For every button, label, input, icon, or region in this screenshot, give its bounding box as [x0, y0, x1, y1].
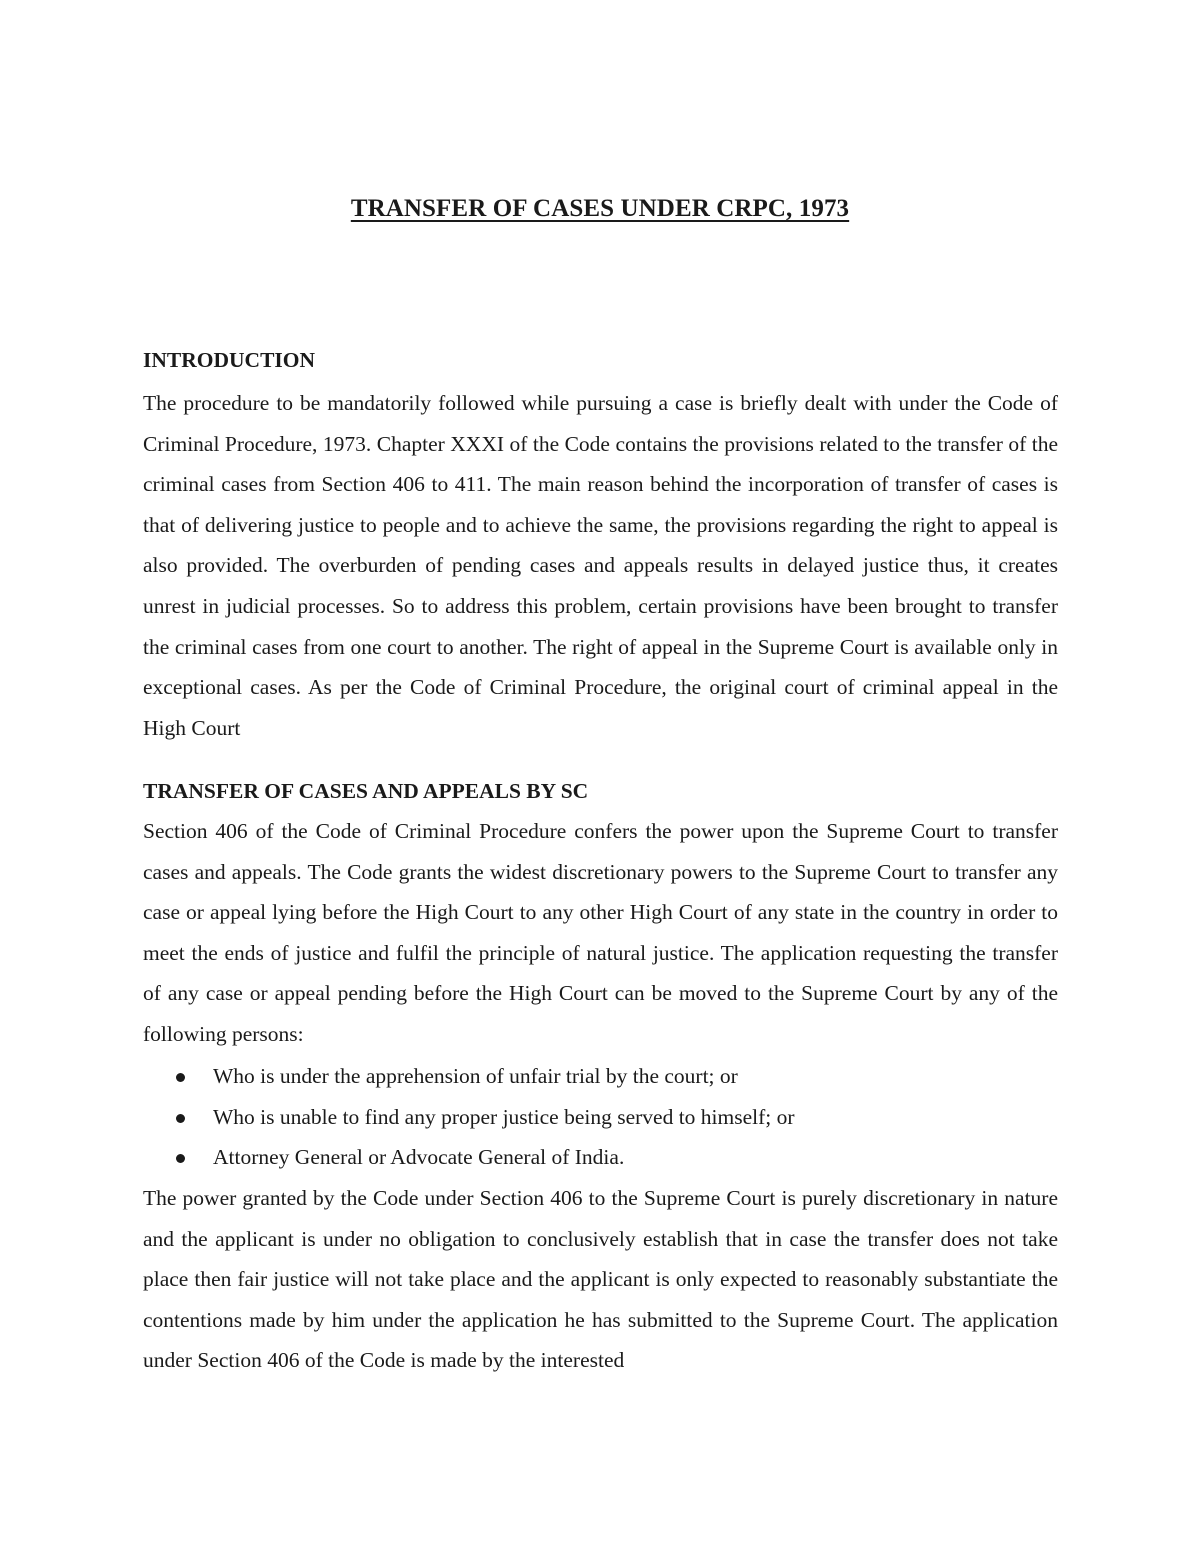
persons-list [143, 1056, 1058, 1178]
list-item [143, 1137, 1058, 1178]
section-heading-introduction: INTRODUCTION [143, 348, 316, 372]
list-item-text: Attorney General or Advocate General of India. [213, 1145, 625, 1170]
section-heading-transfer-by-sc: TRANSFER OF CASES AND APPEALS BY SC [143, 779, 589, 803]
list-item [143, 1097, 1058, 1138]
transfer-by-sc-paragraph: Section 406 of the Code of Criminal Procedure confers the power upon the Supreme Court to transfer cases and appeals. The Code grants the widest discretionary powers to the Supreme Court to transfer any case or appeal lying before the High Court to any other High Court of any state in the country in order to meet the ends of justice and fulfil the principle of natural justice. The application requesting the transfer of any case or appeal pending before the High Court can be moved to the Supreme Court by any of the following persons: [143, 819, 1058, 1046]
bullet-icon [176, 1073, 185, 1082]
bullet-icon [176, 1114, 185, 1123]
list-item-text: Who is under the apprehension of unfair trial by the court; or [213, 1064, 738, 1088]
introduction-paragraph: The procedure to be mandatorily followed while pursuing a case is briefly dealt with under the Code of Criminal Procedure, 1973. Chapter XXXI of the Code contains the provisions related to the transfer of the criminal cases from Section 406 to 411. The main reason behind the incorporation of transfer of cases is that of delivering justice to people and to achieve the same, the provisions regarding the right to appeal is also provided. The overburden of pending cases and appeals results in delayed justice thus, it creates unrest in judicial processes. So to address this problem, certain provisions have been brought to transfer the criminal cases from one court to another. The right of appeal in the Supreme Court is available only in exceptional cases. As per the Code of Criminal Procedure, the original court of criminal appeal in the High Court [143, 391, 1058, 740]
list-item-text: Who is unable to find any proper justice being served to himself; or [213, 1104, 795, 1129]
list-item [143, 1056, 1058, 1097]
bullet-icon [176, 1154, 185, 1163]
discretionary-power-paragraph: The power granted by the Code under Section 406 to the Supreme Court is purely discretionary in nature and the applicant is under no obligation to conclusively establish that in case the transfer does not take place then fair justice will not take place and the applicant is only expected to reasonably substantiate the contentions made by him under the application he has submitted to the Supreme Court. The application under Section 406 of the Code is made by the interested [143, 1186, 1058, 1373]
document-title: TRANSFER OF CASES UNDER CRPC, 1973 [350, 195, 850, 222]
